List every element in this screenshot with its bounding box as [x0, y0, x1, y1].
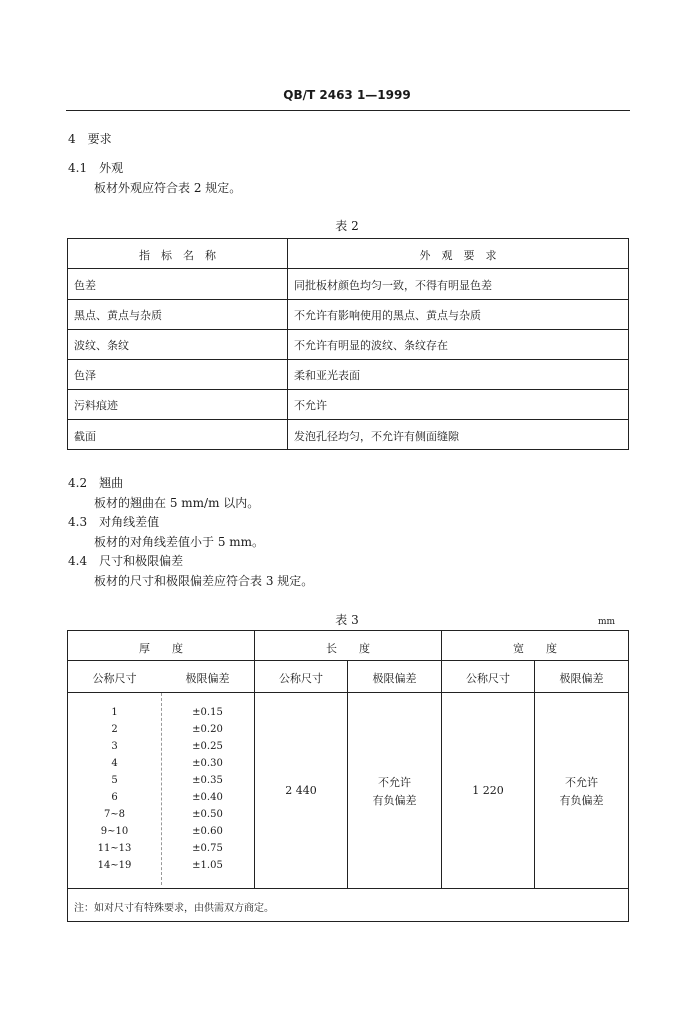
length-deviation-line1: 不允许: [378, 776, 411, 789]
thickness-deviation: ±0.20: [192, 724, 223, 735]
table-3: [67, 630, 629, 922]
thickness-deviation: ±0.15: [192, 707, 223, 718]
thickness-deviation: ±0.25: [192, 741, 223, 752]
section-4-4-title: 4.4 尺寸和极限偏差: [68, 554, 184, 568]
table-2-row-rule: [68, 329, 628, 330]
table-2-row-rule: [68, 359, 628, 360]
width-deviation-line1: 不允许: [565, 776, 598, 789]
table-2-row-name: 波纹、条纹: [74, 339, 129, 352]
width-nominal: 1 220: [472, 784, 504, 797]
table-3-length-header: 长 度: [326, 642, 370, 655]
table-2-row-name: 色差: [74, 279, 96, 292]
table-3-sub-deviation: 极限偏差: [185, 672, 230, 685]
table-3-sub-nominal: 公称尺寸: [92, 672, 137, 685]
table-2-row-name: 色泽: [74, 369, 96, 382]
standard-code: QB/T 2463 1—1999: [283, 88, 411, 102]
section-4-2-title: 4.2 翘曲: [68, 476, 124, 490]
table-3-unit: mm: [598, 617, 616, 627]
table-2-row-rule: [68, 389, 628, 390]
table-2-col1-header: 指 标 名 称: [139, 249, 216, 262]
thickness-nominal: 3: [111, 741, 118, 752]
thickness-deviation: ±0.30: [192, 758, 223, 769]
table-3-sub-deviation: 极限偏差: [372, 672, 417, 685]
table-2-row-req: 发泡孔径均匀，不允许有侧面缝隙: [294, 430, 459, 443]
table-3-note: 注：如对尺寸有特殊要求，由供需双方商定。: [74, 903, 274, 914]
thickness-nominal: 5: [111, 775, 118, 786]
thickness-nominal: 7~8: [103, 809, 126, 820]
table-2-row-req: 同批板材颜色均匀一致，不得有明显色差: [294, 279, 492, 292]
header-rule: [66, 110, 630, 111]
length-deviation-line2: 有负偏差: [372, 794, 417, 807]
table-3-note-rule: [68, 888, 628, 889]
table-3-thickness-header: 厚 度: [139, 642, 183, 655]
thickness-nominal: 2: [111, 724, 118, 735]
table-3-sub-nominal: 公称尺寸: [279, 672, 323, 685]
thickness-deviation: ±0.40: [192, 792, 223, 803]
length-nominal: 2 440: [285, 784, 317, 797]
thickness-nominal: 9~10: [100, 826, 129, 837]
thickness-nominal: 11~13: [97, 843, 132, 854]
table-2-row-name: 污料痕迹: [74, 399, 118, 412]
section-4-2-body: 板材的翘曲在 5 mm/m 以内。: [94, 496, 260, 510]
table-2-col2-header: 外 观 要 求: [419, 249, 497, 262]
thickness-nominal: 14~19: [97, 860, 132, 871]
thickness-deviation: ±0.75: [192, 843, 223, 854]
table-2-caption: 表 2: [335, 219, 359, 233]
section-4-title: 4 要求: [68, 132, 112, 146]
table-2-row-req: 柔和亚光表面: [294, 369, 360, 382]
table-2-row-rule: [68, 419, 628, 420]
thickness-deviation: ±1.05: [192, 860, 223, 871]
table-2-row-rule: [68, 299, 628, 300]
table-3-dashed-divider: [161, 693, 162, 885]
thickness-deviation: ±0.35: [192, 775, 223, 786]
table-2-row-req: 不允许: [294, 399, 327, 412]
section-4-1-body: 板材外观应符合表 2 规定。: [94, 181, 242, 195]
section-4-3-body: 板材的对角线差值小于 5 mm。: [94, 535, 265, 549]
table-2-divider: [287, 239, 288, 449]
table-3-header-rule: [68, 660, 628, 661]
table-2: [67, 238, 629, 450]
table-3-sub-deviation: 极限偏差: [559, 672, 604, 685]
section-4-1-title: 4.1 外观: [68, 161, 124, 175]
thickness-nominal: 4: [111, 758, 118, 769]
width-deviation-line2: 有负偏差: [559, 794, 604, 807]
table-2-row-name: 截面: [74, 430, 96, 443]
thickness-nominal: 6: [111, 792, 118, 803]
table-2-header-rule: [68, 268, 628, 269]
section-4-3-title: 4.3 对角线差值: [68, 515, 160, 529]
table-3-subheader-rule: [68, 692, 628, 693]
thickness-deviation: ±0.60: [192, 826, 223, 837]
table-3-sub-nominal: 公称尺寸: [466, 672, 510, 685]
thickness-nominal: 1: [111, 707, 118, 718]
table-2-row-name: 黑点、黄点与杂质: [74, 309, 162, 322]
section-4-4-body: 板材的尺寸和极限偏差应符合表 3 规定。: [94, 574, 314, 588]
thickness-deviation: ±0.50: [192, 809, 223, 820]
table-2-row-req: 不允许有明显的波纹、条纹存在: [294, 339, 448, 352]
table-3-caption: 表 3: [335, 613, 359, 627]
table-3-width-header: 宽 度: [513, 642, 557, 655]
table-2-row-req: 不允许有影响使用的黑点、黄点与杂质: [294, 309, 481, 322]
